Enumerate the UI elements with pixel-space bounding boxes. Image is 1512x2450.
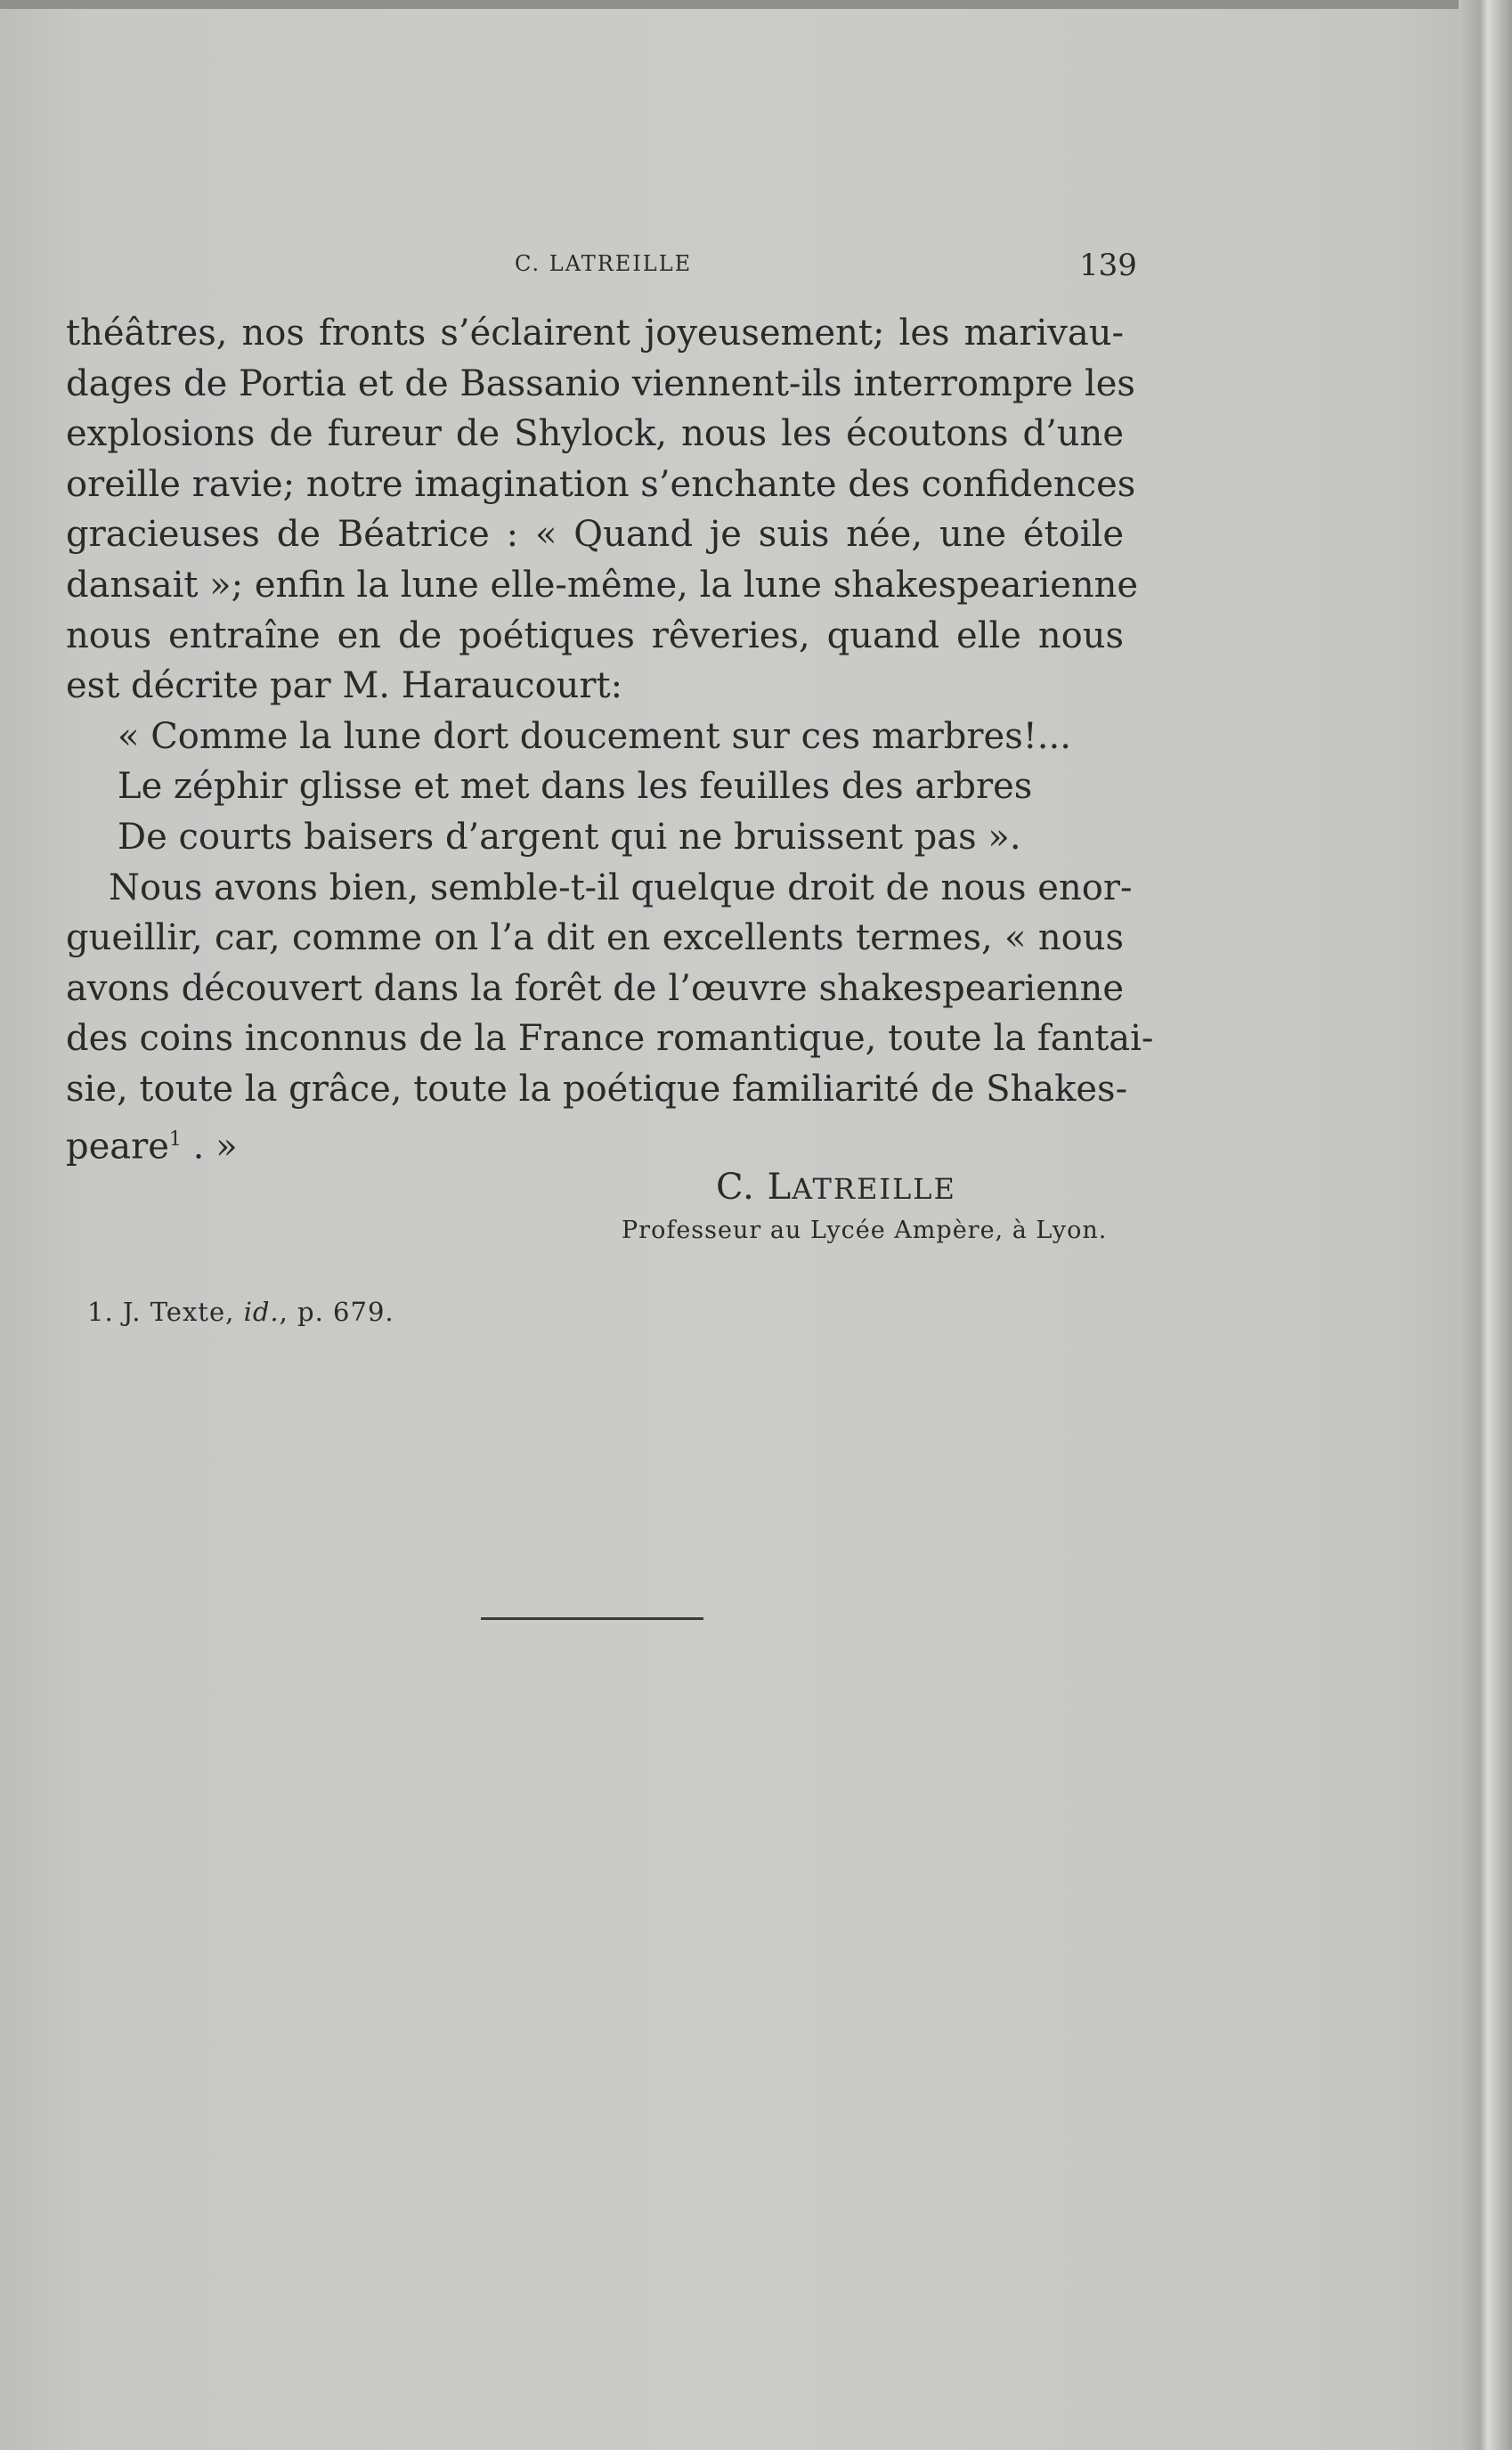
verse-line: Le zéphir glisse et met dans les feuilles des arbres — [118, 766, 1033, 808]
author-affiliation: Professeur au Lycée Ampère, à Lyon. — [622, 1217, 1108, 1244]
closing-quote: . » — [181, 1125, 238, 1167]
text-line-final — [66, 1115, 1124, 1172]
running-head — [0, 248, 1512, 283]
signature-initial: C. L — [716, 1167, 793, 1208]
text-line: des coins inconnus de la France romantique, toute la fantai- — [66, 1018, 1154, 1060]
text-line: est décrite par M. Haraucourt: — [66, 665, 623, 707]
signature-surname: ATREILLE — [792, 1172, 956, 1206]
text-line: nous entraîne en de poétiques rêveries, quand elle nous — [66, 615, 1124, 656]
footnote-page: , p. 679. — [279, 1297, 394, 1327]
page-number: 139 — [1079, 248, 1137, 283]
text-line: gueillir, car, comme on l’a dit en excellents termes, « nous — [66, 917, 1124, 959]
page-binding-edge — [1459, 0, 1512, 2450]
text-line: dansait »; enfin la lune elle-même, la lune shakespearienne — [66, 564, 1139, 606]
footnote-number: 1. — [87, 1297, 114, 1327]
closing-rule — [481, 1617, 703, 1620]
text-line: explosions de fureur de Shylock, nous les écoutons d’une — [66, 413, 1124, 455]
footnote-italic: id. — [243, 1297, 280, 1327]
text-line: oreille ravie; notre imagination s’enchante des confidences — [66, 463, 1136, 505]
footnote — [87, 1297, 394, 1327]
verse-line: « Comme la lune dort doucement sur ces marbres!... — [118, 715, 1071, 757]
page-top-edge — [0, 0, 1512, 9]
footnote-marker: 1 — [168, 1127, 182, 1151]
text-line: avons découvert dans la forêt de l’œuvre shakespearienne — [66, 967, 1124, 1009]
text-line: sie, toute la grâce, toute la poétique familiarité de Shakes- — [66, 1068, 1128, 1110]
body-text — [66, 308, 1154, 1171]
signature — [716, 1167, 956, 1208]
text-line: dages de Portia et de Bassanio viennent-ils interrompre les — [66, 362, 1135, 404]
verse-line: De courts baisers d’argent qui ne bruissent pas ». — [118, 816, 1021, 858]
running-title: C. LATREILLE — [515, 251, 693, 276]
text-line: Nous avons bien, semble-t-il quelque droit de nous enor- — [109, 867, 1133, 908]
text-line: théâtres, nos fronts s’éclairent joyeusement; les marivau- — [66, 313, 1124, 354]
footnote-text: J. Texte, — [122, 1297, 244, 1327]
final-word: peare — [66, 1125, 169, 1167]
text-line: gracieuses de Béatrice : « Quand je suis née, une étoile — [66, 514, 1124, 556]
